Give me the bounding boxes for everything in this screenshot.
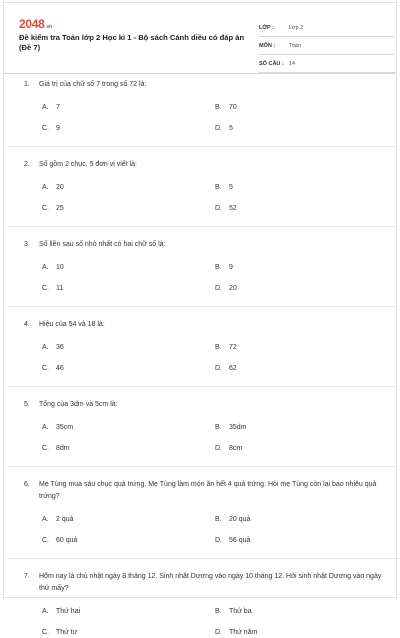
- option-letter: D.: [215, 285, 222, 292]
- option-letter: A.: [42, 424, 49, 431]
- answer-option[interactable]: [42, 103, 215, 113]
- option-letter: B.: [215, 516, 222, 523]
- option-letter: C.: [42, 537, 49, 544]
- option-text: 20: [229, 285, 237, 292]
- question-stem: [24, 399, 382, 411]
- question-separator: [7, 386, 399, 387]
- question-6: [24, 479, 382, 546]
- question-1: [24, 79, 382, 134]
- option-text: 2 quả: [56, 516, 74, 523]
- quiz-header: [19, 17, 387, 73]
- question-stem: [24, 571, 382, 595]
- option-text: 11: [56, 285, 64, 292]
- option-letter: C.: [42, 365, 49, 372]
- question-list: [24, 79, 382, 638]
- question-text: Số gồm 2 chục, 5 đơn vị viết là:: [39, 161, 137, 168]
- meta-key: MÔN :: [259, 42, 276, 49]
- option-text: 60 quả: [56, 537, 78, 544]
- option-text: 8dm: [56, 445, 70, 452]
- option-text: 52: [229, 205, 237, 212]
- meta-row-subject: [259, 37, 395, 55]
- answer-option[interactable]: [215, 343, 365, 353]
- option-text: 72: [229, 344, 237, 351]
- question-3: [24, 239, 382, 294]
- option-letter: D.: [215, 125, 222, 132]
- question-number: 6.: [24, 481, 30, 488]
- question-2: [24, 159, 382, 214]
- answer-options: [42, 343, 382, 374]
- option-text: 25: [56, 205, 64, 212]
- option-text: 56 quả: [229, 537, 251, 544]
- question-text: Giá trị của chữ số 7 trong số 72 là:: [39, 81, 147, 88]
- option-letter: B.: [215, 424, 222, 431]
- question-stem: [24, 319, 382, 331]
- answer-option[interactable]: [42, 515, 215, 525]
- answer-option[interactable]: [215, 284, 365, 294]
- option-letter: C.: [42, 285, 49, 292]
- header-divider: [4, 73, 396, 74]
- question-number: 7.: [24, 573, 30, 580]
- option-letter: C.: [42, 629, 49, 636]
- option-text: 5: [229, 184, 233, 191]
- option-letter: D.: [215, 537, 222, 544]
- option-text: 20: [56, 184, 64, 191]
- option-letter: A.: [42, 608, 49, 615]
- question-separator: [7, 226, 399, 227]
- question-text: Hiệu của 54 và 18 là:: [39, 321, 105, 328]
- option-letter: B.: [215, 184, 222, 191]
- answer-option[interactable]: [42, 444, 215, 454]
- answer-option[interactable]: [42, 536, 215, 546]
- answer-option[interactable]: [215, 124, 365, 134]
- meta-row-class: [259, 19, 395, 37]
- question-separator: [7, 146, 399, 147]
- answer-option[interactable]: [42, 124, 215, 134]
- option-text: 20 quả: [229, 516, 251, 523]
- answer-options: [42, 263, 382, 294]
- question-stem: [24, 479, 382, 503]
- meta-value: Toán: [289, 42, 301, 49]
- answer-options: [42, 423, 382, 454]
- quiz-sheet: [3, 2, 397, 636]
- meta-key: LỚP :: [259, 24, 274, 31]
- question-number: 5.: [24, 401, 30, 408]
- question-separator: [7, 306, 399, 307]
- answer-option[interactable]: [215, 536, 365, 546]
- question-5: [24, 399, 382, 454]
- option-text: Thứ ba: [229, 608, 252, 615]
- question-number: 4.: [24, 321, 30, 328]
- answer-option[interactable]: [215, 364, 365, 374]
- answer-option[interactable]: [42, 284, 215, 294]
- question-4: [24, 319, 382, 374]
- option-letter: D.: [215, 629, 222, 636]
- option-text: 62: [229, 365, 237, 372]
- option-text: 35dm: [229, 424, 247, 431]
- option-letter: A.: [42, 344, 49, 351]
- answer-option[interactable]: [42, 364, 215, 374]
- answer-option[interactable]: [215, 628, 365, 638]
- question-text: Tổng của 3dm và 5cm là:: [39, 401, 118, 408]
- option-text: 5: [229, 125, 233, 132]
- answer-option[interactable]: [42, 607, 215, 617]
- option-text: Thứ tư: [56, 629, 78, 636]
- question-separator: [7, 558, 399, 559]
- option-text: 9: [56, 125, 60, 132]
- question-text: Số liền sau số nhỏ nhất có hai chữ số là:: [39, 241, 166, 248]
- option-letter: C.: [42, 205, 49, 212]
- question-stem: [24, 79, 382, 91]
- question-number: 3.: [24, 241, 30, 248]
- logo-suffix: .vn: [45, 24, 52, 30]
- option-letter: A.: [42, 264, 49, 271]
- option-letter: B.: [215, 608, 222, 615]
- answer-option[interactable]: [215, 607, 365, 617]
- meta-row-count: [259, 55, 395, 73]
- quiz-meta: [259, 19, 395, 73]
- answer-option[interactable]: [215, 204, 365, 214]
- question-number: 1.: [24, 81, 30, 88]
- question-stem: [24, 239, 382, 251]
- option-text: 36: [56, 344, 64, 351]
- answer-option[interactable]: [215, 423, 365, 433]
- option-letter: A.: [42, 184, 49, 191]
- answer-options: [42, 103, 382, 134]
- answer-option[interactable]: [42, 343, 215, 353]
- meta-key: SỐ CÂU :: [259, 60, 284, 67]
- answer-options: [42, 183, 382, 214]
- answer-options: [42, 515, 382, 546]
- option-letter: B.: [215, 264, 222, 271]
- option-text: 46: [56, 365, 64, 372]
- option-text: 70: [229, 104, 237, 111]
- option-letter: B.: [215, 104, 222, 111]
- answer-option[interactable]: [42, 423, 215, 433]
- answer-option[interactable]: [215, 444, 365, 454]
- option-letter: D.: [215, 205, 222, 212]
- answer-option[interactable]: [215, 515, 365, 525]
- meta-value: 14: [289, 60, 296, 67]
- option-text: 35cm: [56, 424, 74, 431]
- option-text: 7: [56, 104, 60, 111]
- option-text: Thứ hai: [56, 608, 81, 615]
- answer-option[interactable]: [215, 263, 365, 273]
- option-text: 10: [56, 264, 64, 271]
- question-text: Hôm nay là chủ nhật ngày 8 tháng 12. Sinh nhật Dương vào ngày 10 tháng 12. Hỏi sinh nhật Dương vào ngày thứ mấy?: [39, 573, 382, 592]
- site-logo[interactable]: [19, 17, 52, 31]
- question-text: Mẹ Tùng mua sáu chục quả trứng. Mẹ Tùng làm món ăn hết 4 quả trứng. Hỏi mẹ Tùng còn lại bao nhiêu quả trứng?: [39, 481, 377, 500]
- answer-option[interactable]: [215, 183, 365, 193]
- option-letter: A.: [42, 104, 49, 111]
- question-7: [24, 571, 382, 638]
- answer-option[interactable]: [42, 204, 215, 214]
- option-text: 9: [229, 264, 233, 271]
- answer-option[interactable]: [42, 183, 215, 193]
- logo-text: 2048: [19, 17, 45, 31]
- option-text: Thứ năm: [229, 629, 258, 636]
- option-letter: C.: [42, 445, 49, 452]
- question-separator: [7, 466, 399, 467]
- answer-option[interactable]: [42, 628, 215, 638]
- quiz-title: Đề kiểm tra Toán lớp 2 Học kì 1 - Bộ sách Cánh diều có đáp án (Đề 7): [19, 33, 245, 52]
- option-text: 8cm: [229, 445, 243, 452]
- answer-option[interactable]: [215, 103, 365, 113]
- option-letter: B.: [215, 344, 222, 351]
- question-stem: [24, 159, 382, 171]
- option-letter: D.: [215, 445, 222, 452]
- answer-option[interactable]: [42, 263, 215, 273]
- option-letter: C.: [42, 125, 49, 132]
- option-letter: A.: [42, 516, 49, 523]
- question-number: 2.: [24, 161, 30, 168]
- meta-value: Lớp 2: [289, 24, 304, 31]
- answer-options: [42, 607, 382, 638]
- option-letter: D.: [215, 365, 222, 372]
